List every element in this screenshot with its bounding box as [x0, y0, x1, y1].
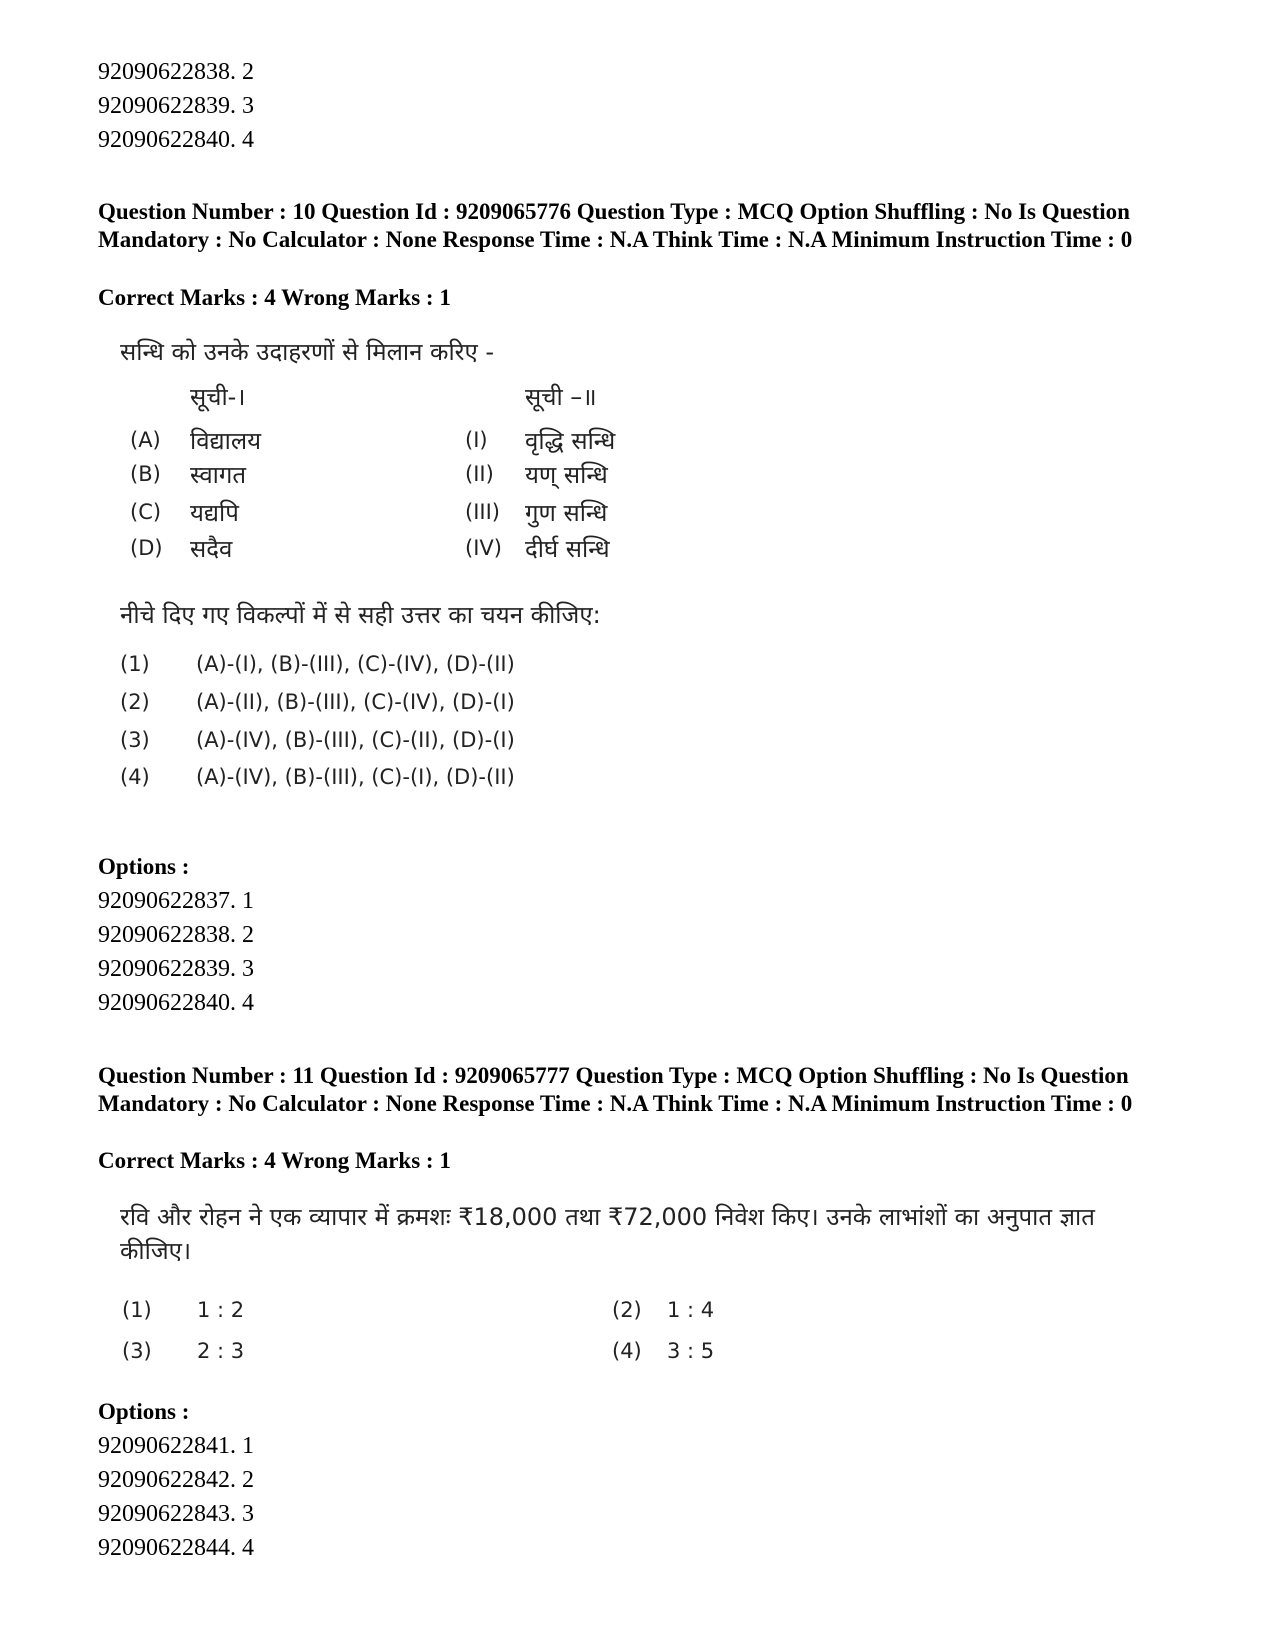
choice-text: (A)-(IV), (B)-(III), (C)-(II), (D)-(I) — [196, 728, 515, 752]
choice-number: (3) — [120, 728, 150, 752]
option-line: 92090622843. 3 — [98, 1501, 254, 1527]
question-instruction: नीचे दिए गए विकल्पों में से सही उत्तर का चयन कीजिए: — [120, 601, 601, 629]
options-label: Options : — [98, 1399, 190, 1424]
choice-number: (1) — [120, 652, 150, 676]
choice-text: 2 : 3 — [197, 1339, 245, 1363]
row-label: (III) — [465, 500, 500, 524]
row-item: सदैव — [190, 535, 233, 563]
option-line: 92090622839. 3 — [98, 93, 254, 119]
choice-text: 3 : 5 — [667, 1339, 715, 1363]
row-label: (B) — [130, 462, 161, 486]
row-item: यण् सन्धि — [525, 461, 608, 489]
row-label: (C) — [130, 500, 162, 524]
question-prompt: सन्धि को उनके उदाहरणों से मिलान करिए - — [120, 338, 495, 366]
choice-number: (1) — [122, 1298, 152, 1322]
option-line: 92090622838. 2 — [98, 59, 254, 85]
choice-text: (A)-(I), (B)-(III), (C)-(IV), (D)-(II) — [196, 652, 515, 676]
choice-text: 1 : 4 — [667, 1298, 715, 1322]
row-item: स्वागत — [190, 461, 247, 489]
question-marks: Correct Marks : 4 Wrong Marks : 1 — [98, 285, 451, 310]
row-item: गुण सन्धि — [525, 499, 608, 527]
option-line: 92090622840. 4 — [98, 990, 254, 1016]
list1-header: सूची-। — [190, 383, 246, 411]
question-prompt-continued: कीजिए। — [120, 1237, 192, 1265]
choice-number: (3) — [122, 1339, 152, 1363]
option-line: 92090622839. 3 — [98, 956, 254, 982]
question-marks: Correct Marks : 4 Wrong Marks : 1 — [98, 1148, 451, 1173]
row-item: यद्यपि — [190, 499, 239, 527]
choice-number: (2) — [612, 1298, 642, 1322]
option-line: 92090622838. 2 — [98, 922, 254, 948]
list2-header: सूची –॥ — [525, 383, 597, 411]
choice-text: (A)-(II), (B)-(III), (C)-(IV), (D)-(I) — [196, 690, 515, 714]
options-label: Options : — [98, 854, 190, 879]
row-item: वृद्धि सन्धि — [525, 427, 616, 455]
question-meta: Question Number : 11 Question Id : 9209065777 Question Type : MCQ Option Shuffling : No Is Question Mandatory : No Calculator : None Response Time : N.A Think Time : N.A Minimum Instruction Time : 0 — [98, 1063, 1133, 1116]
row-item: विद्यालय — [190, 427, 262, 455]
question-meta: Question Number : 10 Question Id : 9209065776 Question Type : MCQ Option Shuffling : No Is Question Mandatory : No Calculator : None Response Time : N.A Think Time : N.A Minimum Instruction Time : 0 — [98, 199, 1133, 252]
option-line: 92090622837. 1 — [98, 888, 254, 914]
row-label: (A) — [130, 428, 161, 452]
row-label: (I) — [465, 428, 488, 452]
option-line: 92090622844. 4 — [98, 1535, 254, 1561]
choice-text: 1 : 2 — [197, 1298, 245, 1322]
choice-number: (4) — [120, 765, 150, 789]
option-line: 92090622841. 1 — [98, 1433, 254, 1459]
question-prompt: रवि और रोहन ने एक व्यापार में क्रमशः ₹18,000 तथा ₹72,000 निवेश किए। उनके लाभांशों का अनुपात ज्ञात — [120, 1203, 1095, 1231]
choice-number: (4) — [612, 1339, 642, 1363]
choice-number: (2) — [120, 690, 150, 714]
row-label: (IV) — [465, 536, 502, 560]
option-line: 92090622842. 2 — [98, 1467, 254, 1493]
choice-text: (A)-(IV), (B)-(III), (C)-(I), (D)-(II) — [196, 765, 515, 789]
row-label: (D) — [130, 536, 163, 560]
row-label: (II) — [465, 462, 494, 486]
row-item: दीर्घ सन्धि — [525, 535, 610, 563]
option-line: 92090622840. 4 — [98, 127, 254, 153]
